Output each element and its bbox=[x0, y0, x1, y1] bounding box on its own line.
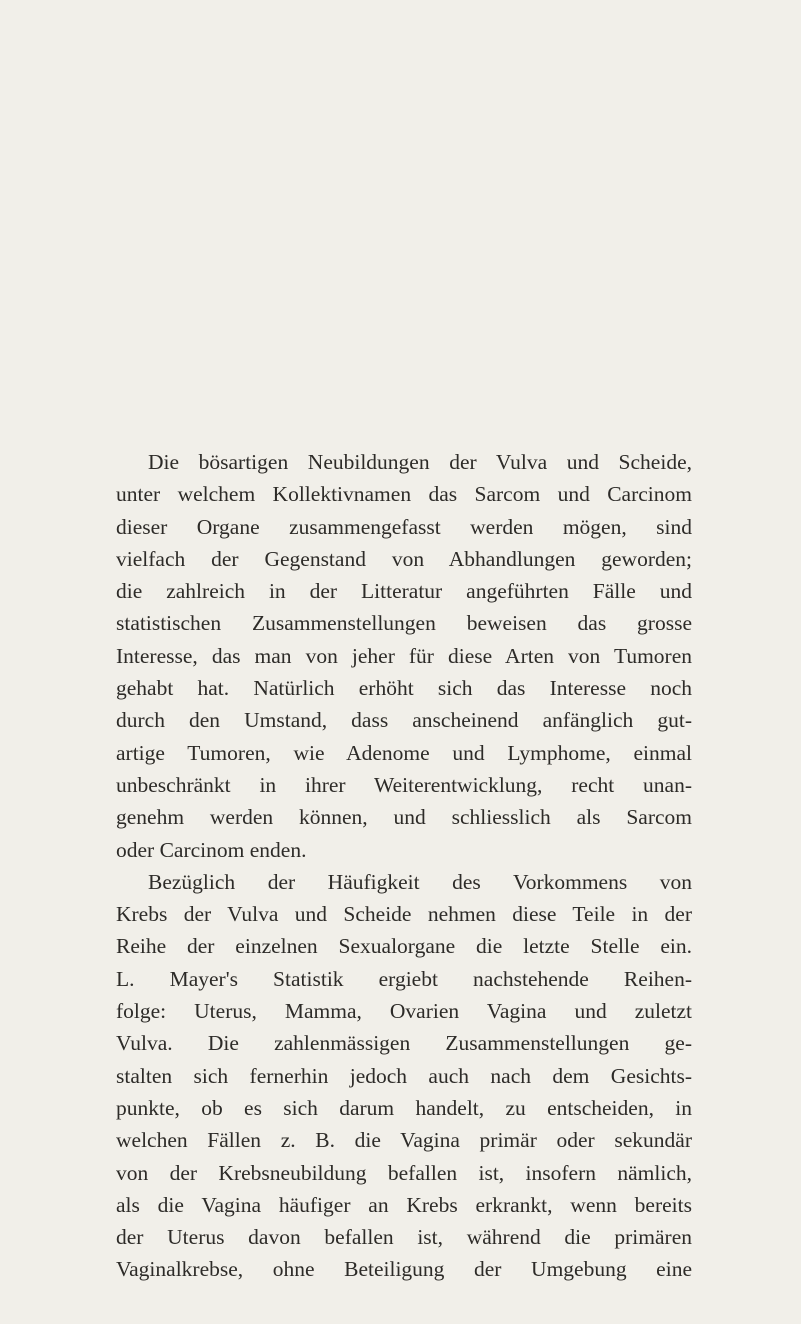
text-line: gehabt hat. Natürlich erhöht sich das Interesse noch bbox=[116, 676, 692, 701]
text-line: stalten sich fernerhin jedoch auch nach dem Gesichts- bbox=[116, 1063, 692, 1088]
text-line: unter welchem Kollektivnamen das Sarcom und Carcinom bbox=[116, 482, 692, 507]
text-line: dieser Organe zusammengefasst werden mögen, sind bbox=[116, 514, 692, 539]
text-line: statistischen Zusammenstellungen beweisen das grosse bbox=[116, 611, 692, 636]
text-line: punkte, ob es sich darum handelt, zu entscheiden, in bbox=[116, 1095, 692, 1120]
text-line: Reihe der einzelnen Sexualorgane die letzte Stelle ein. bbox=[116, 934, 692, 959]
body-text bbox=[116, 446, 692, 1286]
text-line: genehm werden können, und schliesslich als Sarcom bbox=[116, 805, 692, 830]
text-line: vielfach der Gegenstand von Abhandlungen geworden; bbox=[116, 546, 692, 571]
text-line: unbeschränkt in ihrer Weiterentwicklung, recht unan- bbox=[116, 772, 692, 797]
text-line: der Uterus davon befallen ist, während die primären bbox=[116, 1225, 692, 1250]
text-line: von der Krebsneubildung befallen ist, insofern nämlich, bbox=[116, 1160, 692, 1185]
text-line: Krebs der Vulva und Scheide nehmen diese Teile in der bbox=[116, 902, 692, 927]
text-line: Vulva. Die zahlenmässigen Zusammenstellungen ge- bbox=[116, 1031, 692, 1056]
text-line: Bezüglich der Häufigkeit des Vorkommens von bbox=[148, 869, 692, 894]
text-line: L. Mayer's Statistik ergiebt nachstehende Reihen- bbox=[116, 966, 692, 991]
text-line: artige Tumoren, wie Adenome und Lymphome, einmal bbox=[116, 740, 692, 765]
text-line: die zahlreich in der Litteratur angeführten Fälle und bbox=[116, 579, 692, 604]
text-line: Die bösartigen Neubildungen der Vulva und Scheide, bbox=[148, 450, 692, 474]
text-line: als die Vagina häufiger an Krebs erkrankt, wenn bereits bbox=[116, 1192, 692, 1217]
text-line: folge: Uterus, Mamma, Ovarien Vagina und zuletzt bbox=[116, 999, 692, 1024]
text-line: Interesse, das man von jeher für diese Arten von Tumoren bbox=[116, 643, 692, 668]
text-line: durch den Umstand, dass anscheinend anfänglich gut- bbox=[116, 708, 692, 733]
text-line: welchen Fällen z. B. die Vagina primär oder sekundär bbox=[116, 1128, 692, 1153]
text-line: oder Carcinom enden. bbox=[116, 837, 307, 862]
text-line: Vaginalkrebse, ohne Beteiligung der Umgebung eine bbox=[116, 1257, 692, 1282]
